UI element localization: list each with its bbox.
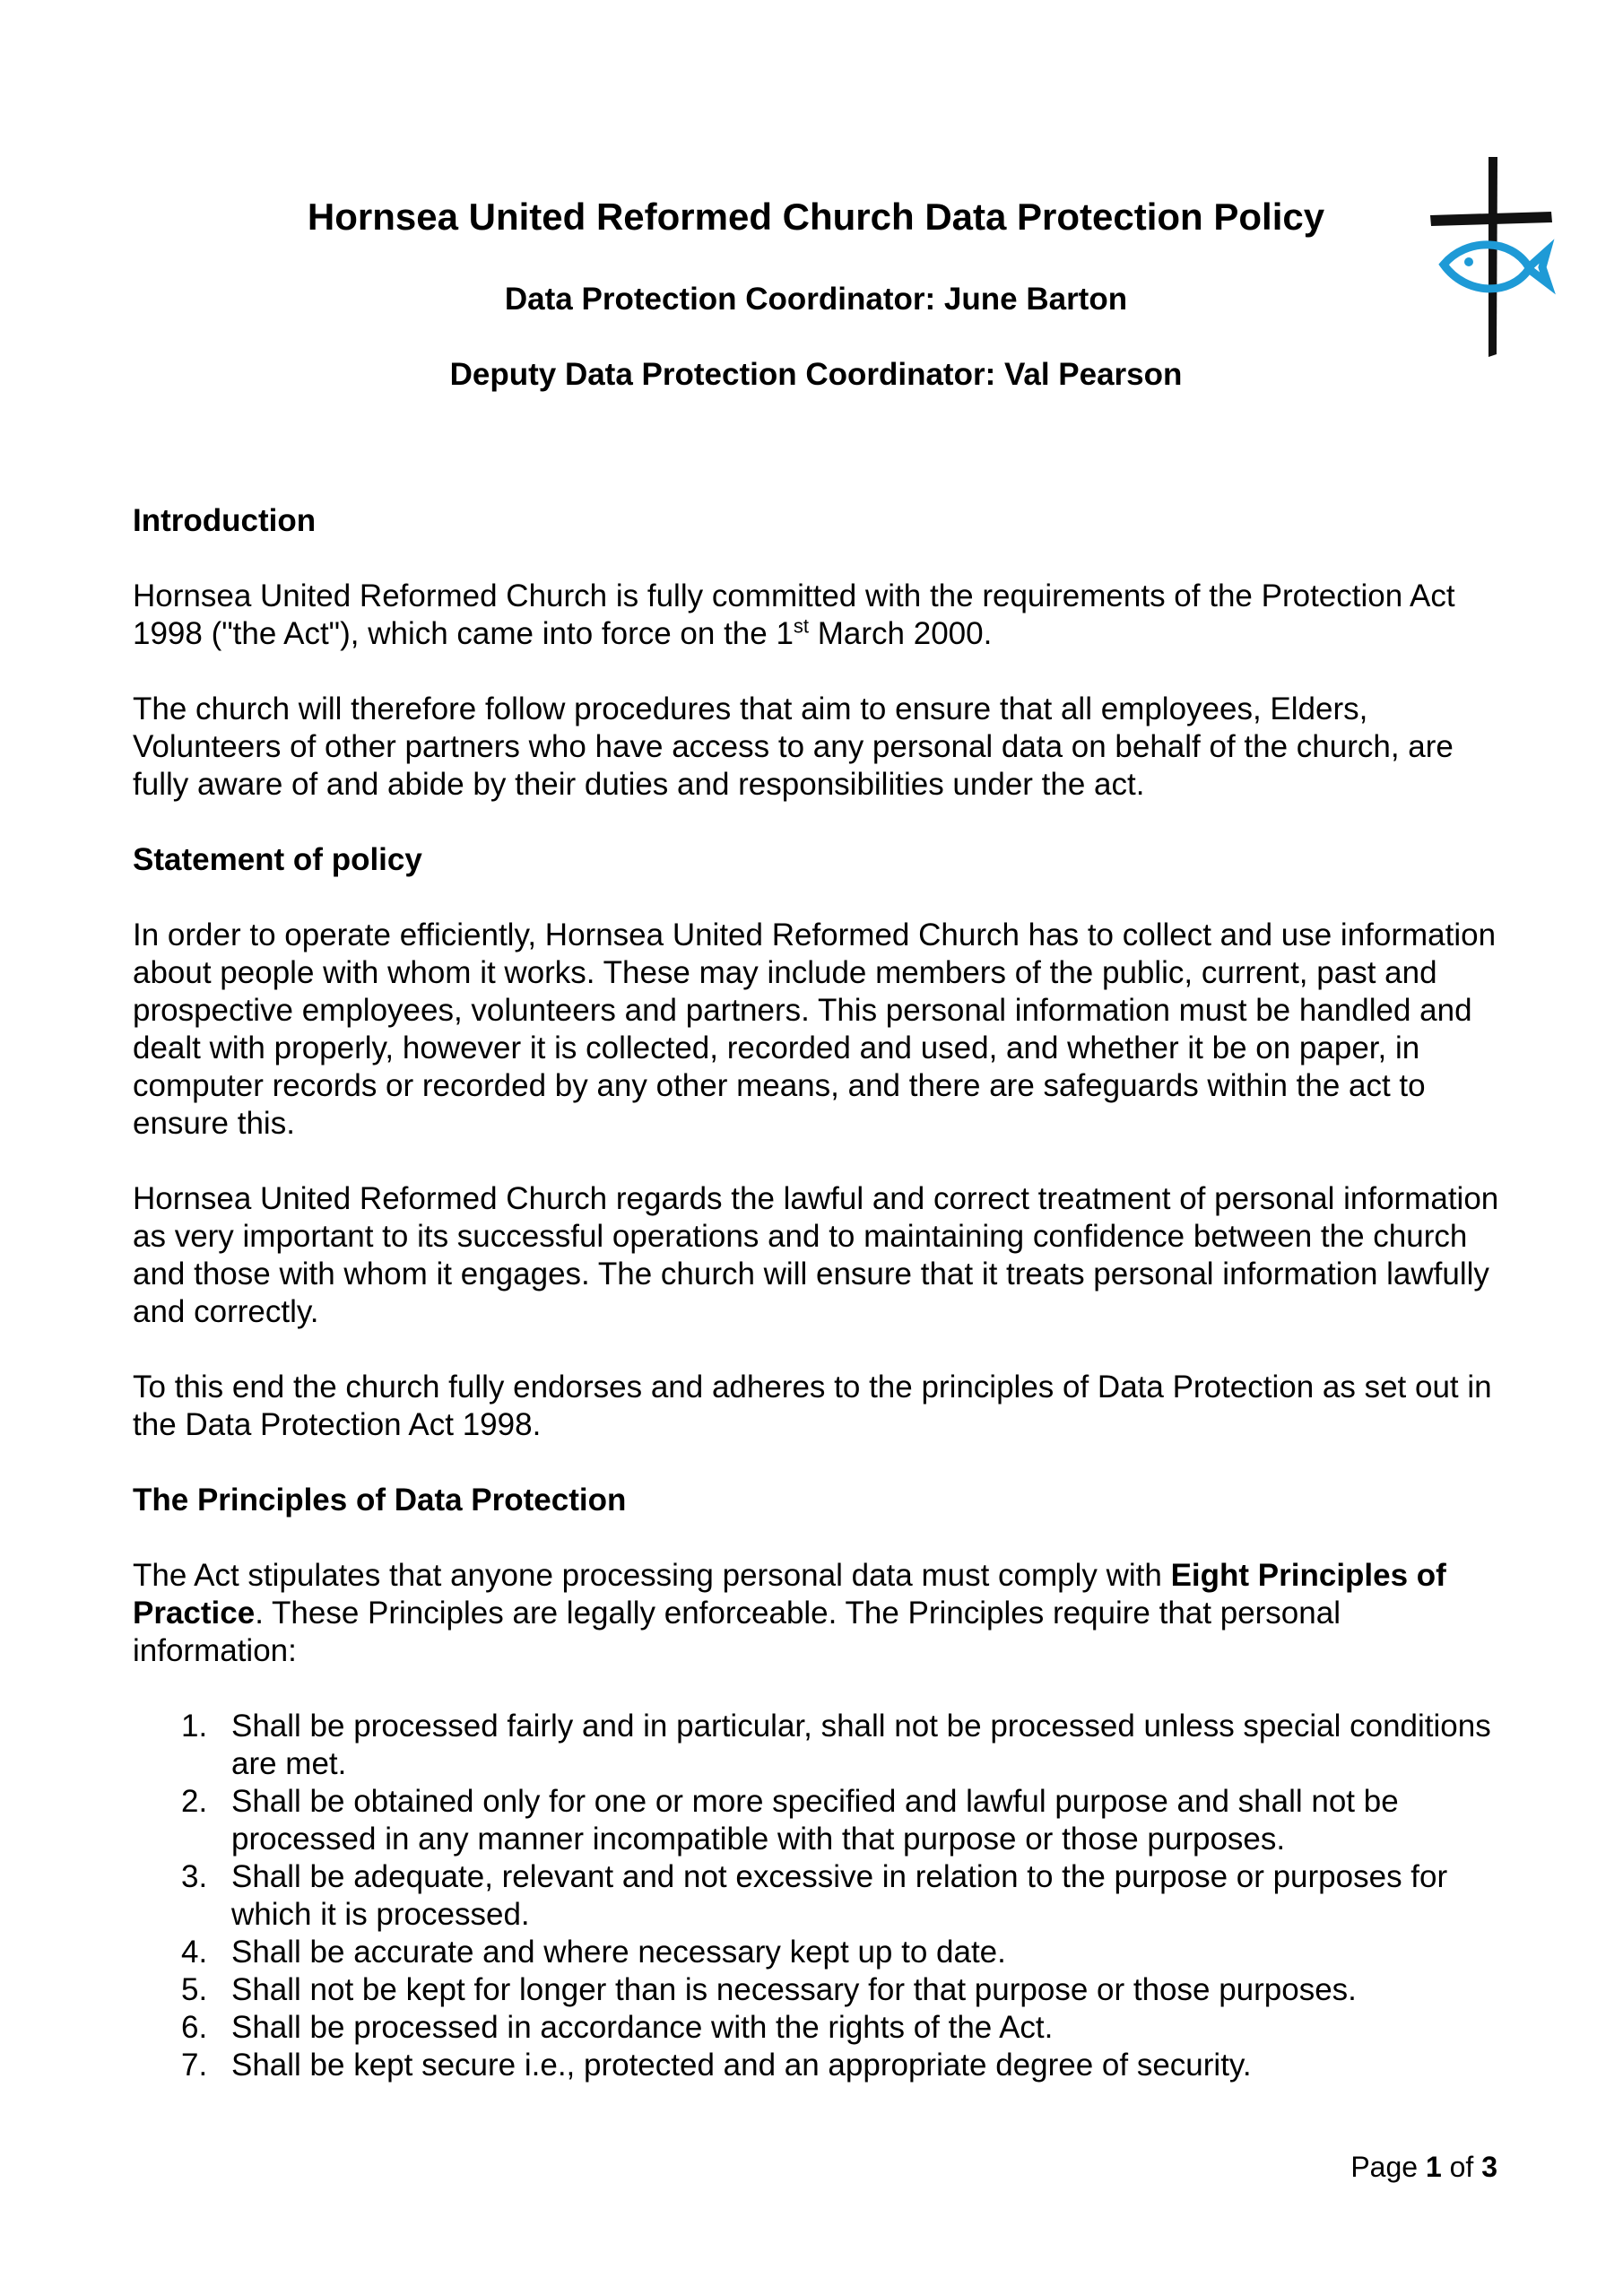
statement-paragraph-2: Hornsea United Reformed Church regards the lawful and correct treatment of personal information as very important to its successful operations and to maintaining confidence between the church and those with whom it engages. The church will ensure that it treats personal information lawfully and correctly. xyxy=(133,1181,1499,1329)
statement-paragraph-3: To this end the church fully endorses and adheres to the principles of Data Protection as set out in the Data Protection Act 1998. xyxy=(133,1370,1492,1442)
list-item-text: Shall be kept secure i.e., protected and an appropriate degree of security. xyxy=(231,2048,1252,2083)
list-item xyxy=(133,1858,1505,1934)
total-pages: 3 xyxy=(1481,2151,1497,2183)
principles-intro-end: . These Principles are legally enforceable. The Principles require that personal information: xyxy=(133,1596,1341,1668)
principles-intro xyxy=(133,1557,1505,1670)
list-item-text: Shall be processed in accordance with the rights of the Act. xyxy=(231,2010,1054,2045)
introduction-heading: Introduction xyxy=(133,503,317,538)
document-body xyxy=(133,502,1505,2084)
deputy-coordinator-line: Deputy Data Protection Coordinator: Val Pearson xyxy=(449,357,1183,392)
list-item-number: 7. xyxy=(181,2048,208,2083)
cross-and-fish-icon xyxy=(1426,152,1560,359)
cross-shape xyxy=(1488,157,1497,357)
principles-intro-text: The Act stipulates that anyone processing personal data must comply with xyxy=(133,1558,1171,1593)
ordinal-suffix: st xyxy=(793,614,810,638)
list-item xyxy=(133,1783,1505,1858)
principles-heading: The Principles of Data Protection xyxy=(133,1483,627,1518)
page-number xyxy=(1350,2149,1497,2185)
list-item-text: Shall be adequate, relevant and not excessive in relation to the purpose or purposes for which it is processed. xyxy=(231,1859,1448,1932)
list-item xyxy=(133,2047,1505,2084)
list-item-number: 3. xyxy=(181,1859,208,1894)
list-item-text: Shall be accurate and where necessary kept up to date. xyxy=(231,1935,1006,1970)
of-word: of xyxy=(1449,2151,1474,2183)
list-item xyxy=(133,1934,1505,1971)
introduction-paragraph-2: The church will therefore follow procedures that aim to ensure that all employees, Elders, Volunteers of other partners who have access to any personal data on behalf of the church, are fully aware of and abide by their duties and responsibilities under the act. xyxy=(133,691,1454,802)
fish-eye xyxy=(1464,257,1473,266)
list-item-text: Shall be obtained only for one or more specified and lawful purpose and shall not be processed in any manner incompatible with that purpose or those purposes. xyxy=(231,1784,1399,1857)
principles-intro-bold: Eight Principles of Practice xyxy=(133,1558,1446,1631)
statement-heading: Statement of policy xyxy=(133,842,422,877)
list-item-number: 5. xyxy=(181,1972,208,2007)
list-item xyxy=(133,2009,1505,2047)
introduction-paragraph-1 xyxy=(133,578,1505,653)
coordinator-line: Data Protection Coordinator: June Barton xyxy=(504,282,1128,317)
intro-p1-end: March 2000. xyxy=(809,616,993,651)
list-item-number: 2. xyxy=(181,1784,208,1819)
list-item-text: Shall be processed fairly and in particular, shall not be processed unless special conditions are met. xyxy=(231,1709,1491,1781)
current-page: 1 xyxy=(1425,2151,1442,2183)
list-item-number: 1. xyxy=(181,1709,208,1744)
list-item-text: Shall not be kept for longer than is necessary for that purpose or those purposes. xyxy=(231,1972,1357,2007)
page-title: Hornsea United Reformed Church Data Protection Policy xyxy=(307,196,1325,238)
statement-paragraph-1: In order to operate efficiently, Hornsea United Reformed Church has to collect and use information about people with whom it works. These may include members of the public, current, past and prospective employees, volunteers and partners. This personal information must be handled and dealt with properly, however it is collected, recorded and used, and whether it be on paper, in computer records or recorded by any other means, and there are safeguards within the act to ensure this. xyxy=(133,918,1497,1141)
list-item-number: 4. xyxy=(181,1935,208,1970)
list-item xyxy=(133,1708,1505,1783)
page-word: Page xyxy=(1350,2151,1419,2183)
list-item xyxy=(133,1971,1505,2009)
list-item-number: 6. xyxy=(181,2010,208,2045)
intro-p1-text: Hornsea United Reformed Church is fully committed with the requirements of the Protection Act 1998 ("the Act"), which came into force on the 1 xyxy=(133,578,1455,651)
principles-list xyxy=(133,1708,1505,2084)
